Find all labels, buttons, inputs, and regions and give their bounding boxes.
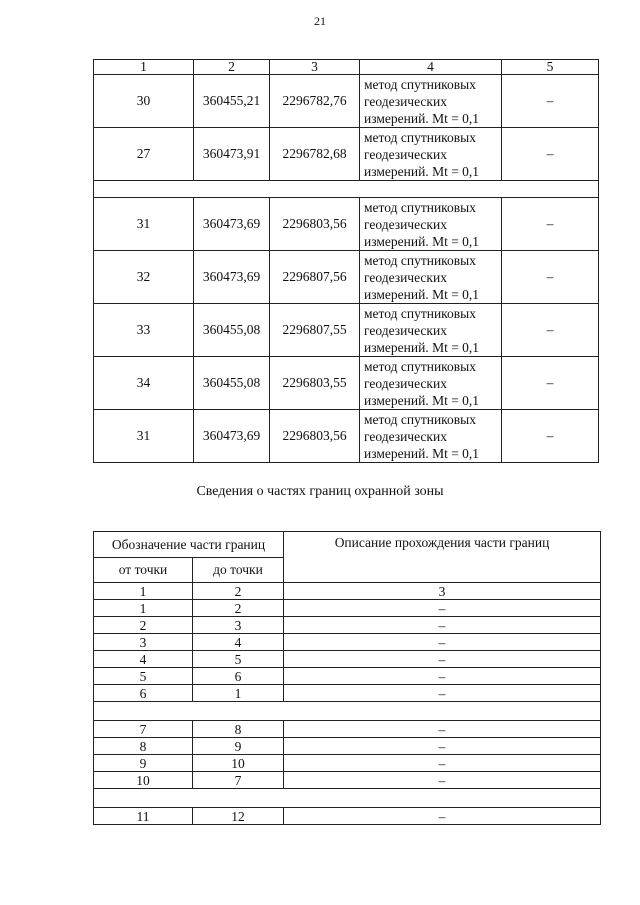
coord-x: 360473,69 bbox=[194, 251, 270, 304]
point-number: 31 bbox=[94, 198, 194, 251]
table-row bbox=[94, 410, 599, 463]
table-row bbox=[94, 128, 599, 181]
point-number: 30 bbox=[94, 75, 194, 128]
method-cell: метод спутниковых геодезических измерений. Mt = 0,1 bbox=[360, 304, 502, 357]
page-number: 21 bbox=[314, 14, 326, 28]
description: – bbox=[284, 651, 601, 668]
description: – bbox=[284, 600, 601, 617]
description: – bbox=[284, 808, 601, 825]
to-point: 2 bbox=[193, 600, 284, 617]
column-number: 3 bbox=[284, 583, 601, 600]
separator-row bbox=[94, 702, 601, 721]
table-row bbox=[94, 721, 601, 738]
description: – bbox=[284, 668, 601, 685]
from-point: 9 bbox=[94, 755, 193, 772]
note-cell: – bbox=[502, 128, 599, 181]
from-point: 10 bbox=[94, 772, 193, 789]
table-row bbox=[94, 357, 599, 410]
description: – bbox=[284, 634, 601, 651]
method-cell: метод спутниковых геодезических измерений. Mt = 0,1 bbox=[360, 251, 502, 304]
coord-y: 2296807,55 bbox=[270, 304, 360, 357]
table-row bbox=[94, 808, 601, 825]
table-row bbox=[94, 617, 601, 634]
point-number: 33 bbox=[94, 304, 194, 357]
coord-x: 360473,91 bbox=[194, 128, 270, 181]
column-header: 5 bbox=[502, 60, 599, 75]
description-header: Описание прохождения части границ bbox=[284, 532, 601, 583]
to-point: 5 bbox=[193, 651, 284, 668]
coord-y: 2296803,56 bbox=[270, 410, 360, 463]
to-point: 8 bbox=[193, 721, 284, 738]
section-title: Сведения о частях границ охранной зоны bbox=[196, 484, 444, 499]
table-row bbox=[94, 251, 599, 304]
note-cell: – bbox=[502, 75, 599, 128]
note-cell: – bbox=[502, 304, 599, 357]
from-point: 6 bbox=[94, 685, 193, 702]
table-header-row bbox=[94, 60, 599, 75]
coord-x: 360473,69 bbox=[194, 198, 270, 251]
from-point-header: от точки bbox=[94, 558, 193, 583]
method-cell: метод спутниковых геодезических измерений. Mt = 0,1 bbox=[360, 128, 502, 181]
column-header: 4 bbox=[360, 60, 502, 75]
coord-y: 2296782,68 bbox=[270, 128, 360, 181]
point-number: 34 bbox=[94, 357, 194, 410]
to-point: 9 bbox=[193, 738, 284, 755]
description: – bbox=[284, 755, 601, 772]
from-point: 3 bbox=[94, 634, 193, 651]
to-point: 10 bbox=[193, 755, 284, 772]
from-point: 5 bbox=[94, 668, 193, 685]
table-header-row bbox=[94, 532, 601, 558]
column-header: 1 bbox=[94, 60, 194, 75]
from-point: 1 bbox=[94, 600, 193, 617]
table-row bbox=[94, 651, 601, 668]
to-point: 3 bbox=[193, 617, 284, 634]
point-number: 32 bbox=[94, 251, 194, 304]
method-cell: метод спутниковых геодезических измерений. Mt = 0,1 bbox=[360, 75, 502, 128]
coord-x: 360455,21 bbox=[194, 75, 270, 128]
separator-row bbox=[94, 789, 601, 808]
method-cell: метод спутниковых геодезических измерений. Mt = 0,1 bbox=[360, 410, 502, 463]
coord-y: 2296782,76 bbox=[270, 75, 360, 128]
to-point: 12 bbox=[193, 808, 284, 825]
note-cell: – bbox=[502, 251, 599, 304]
boundary-parts-table bbox=[93, 531, 601, 825]
table-row bbox=[94, 75, 599, 128]
table-row bbox=[94, 600, 601, 617]
to-point: 6 bbox=[193, 668, 284, 685]
table-row bbox=[94, 772, 601, 789]
designation-header: Обозначение части границ bbox=[94, 532, 284, 558]
point-number: 27 bbox=[94, 128, 194, 181]
coord-y: 2296807,56 bbox=[270, 251, 360, 304]
column-number: 2 bbox=[193, 583, 284, 600]
separator-row bbox=[94, 181, 599, 198]
table-row bbox=[94, 738, 601, 755]
point-number: 31 bbox=[94, 410, 194, 463]
coord-y: 2296803,55 bbox=[270, 357, 360, 410]
to-point: 7 bbox=[193, 772, 284, 789]
note-cell: – bbox=[502, 410, 599, 463]
from-point: 11 bbox=[94, 808, 193, 825]
from-point: 4 bbox=[94, 651, 193, 668]
description: – bbox=[284, 685, 601, 702]
numbering-row bbox=[94, 583, 601, 600]
to-point: 4 bbox=[193, 634, 284, 651]
coord-y: 2296803,56 bbox=[270, 198, 360, 251]
coordinates-table bbox=[93, 59, 599, 463]
column-header: 3 bbox=[270, 60, 360, 75]
from-point: 2 bbox=[94, 617, 193, 634]
column-header: 2 bbox=[194, 60, 270, 75]
note-cell: – bbox=[502, 357, 599, 410]
description: – bbox=[284, 617, 601, 634]
table-row bbox=[94, 304, 599, 357]
coord-x: 360455,08 bbox=[194, 357, 270, 410]
description: – bbox=[284, 772, 601, 789]
method-cell: метод спутниковых геодезических измерений. Mt = 0,1 bbox=[360, 357, 502, 410]
from-point: 8 bbox=[94, 738, 193, 755]
note-cell: – bbox=[502, 198, 599, 251]
table-row bbox=[94, 198, 599, 251]
from-point: 7 bbox=[94, 721, 193, 738]
description: – bbox=[284, 721, 601, 738]
table-row bbox=[94, 634, 601, 651]
coord-x: 360455,08 bbox=[194, 304, 270, 357]
description: – bbox=[284, 738, 601, 755]
coord-x: 360473,69 bbox=[194, 410, 270, 463]
method-cell: метод спутниковых геодезических измерений. Mt = 0,1 bbox=[360, 198, 502, 251]
table-row bbox=[94, 755, 601, 772]
table-row bbox=[94, 685, 601, 702]
table-row bbox=[94, 668, 601, 685]
to-point-header: до точки bbox=[193, 558, 284, 583]
column-number: 1 bbox=[94, 583, 193, 600]
to-point: 1 bbox=[193, 685, 284, 702]
